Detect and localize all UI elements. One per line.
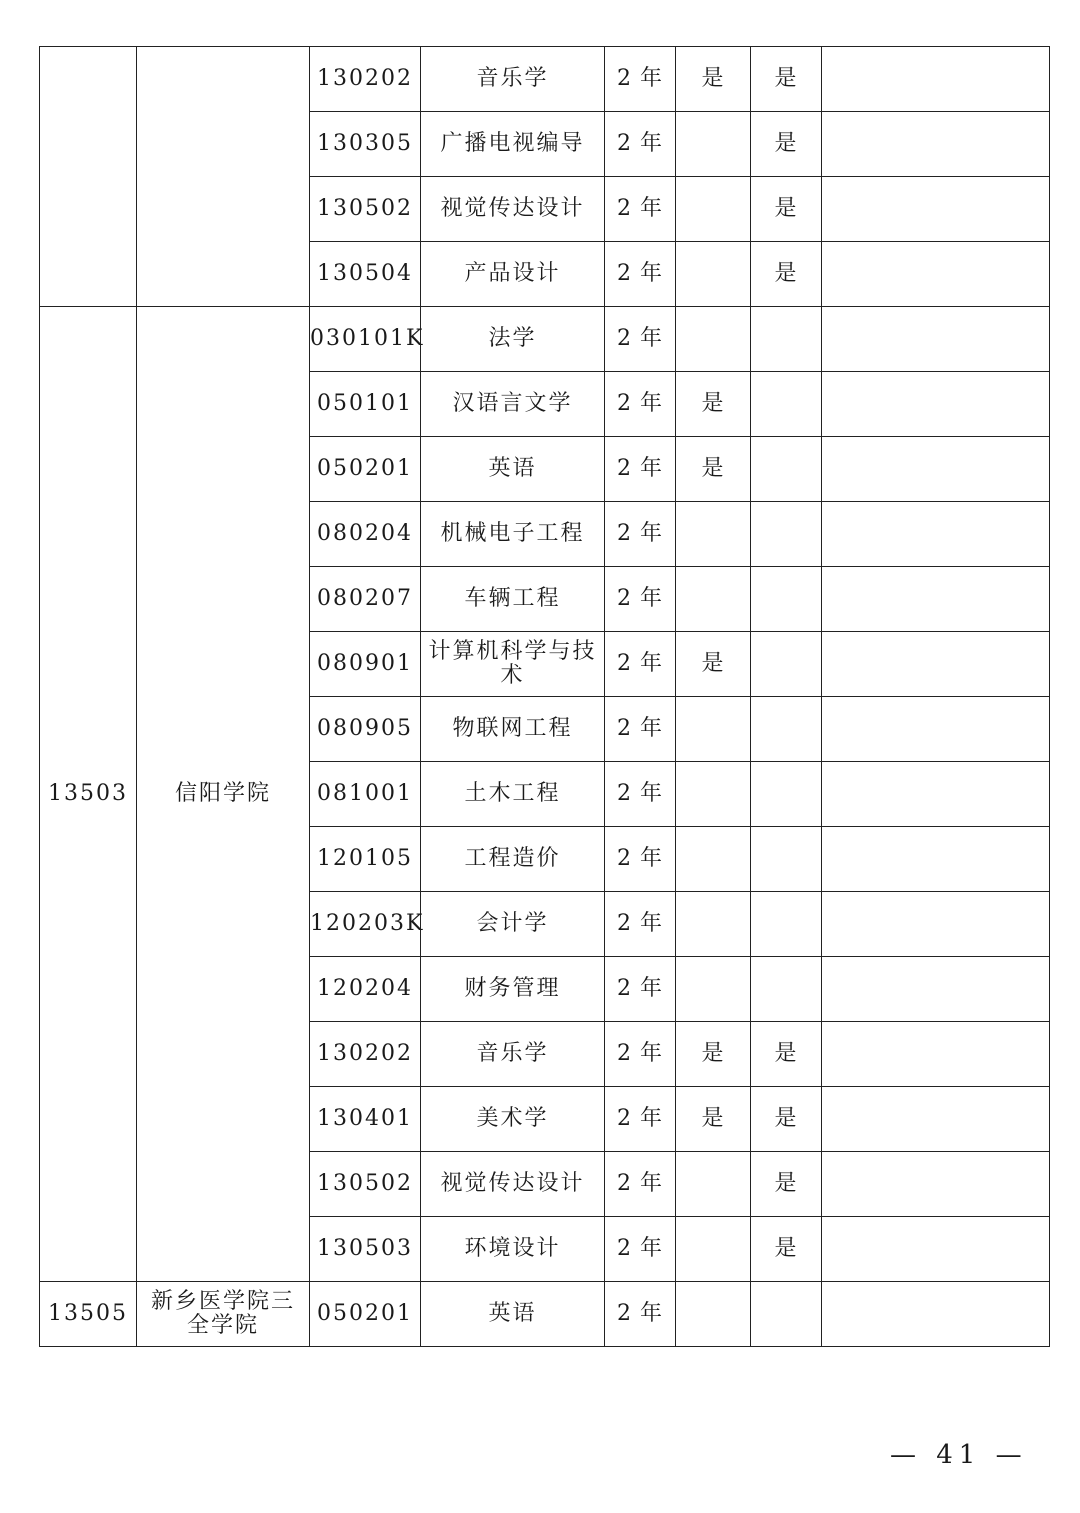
flag-a-cell [676, 567, 751, 632]
flag-b-cell: 是 [751, 1022, 822, 1087]
table-row [40, 47, 1050, 112]
flag-a-cell [676, 827, 751, 892]
flag-a-cell [676, 177, 751, 242]
note-cell [822, 697, 1050, 762]
flag-b-cell [751, 827, 822, 892]
flag-a-cell: 是 [676, 1087, 751, 1152]
duration-cell: 2 年 [605, 242, 676, 307]
flag-b-cell [751, 502, 822, 567]
duration-cell: 2 年 [605, 1022, 676, 1087]
university-name-cell: 新乡医学院三全学院 [137, 1282, 310, 1347]
note-cell [822, 1087, 1050, 1152]
duration-cell: 2 年 [605, 632, 676, 697]
note-cell [822, 112, 1050, 177]
major-name-cell: 音乐学 [421, 47, 605, 112]
page-number: — 41 — [890, 1440, 1028, 1470]
major-code-cell: 120105 [310, 827, 421, 892]
flag-b-cell [751, 567, 822, 632]
university-code-cell: 13503 [40, 307, 137, 1282]
major-code-cell: 030101K [310, 307, 421, 372]
duration-cell: 2 年 [605, 177, 676, 242]
duration-cell: 2 年 [605, 762, 676, 827]
note-cell [822, 47, 1050, 112]
flag-b-cell [751, 632, 822, 697]
major-code-cell: 130202 [310, 1022, 421, 1087]
duration-cell: 2 年 [605, 502, 676, 567]
major-name-cell: 会计学 [421, 892, 605, 957]
table-body [40, 47, 1050, 1347]
flag-a-cell [676, 242, 751, 307]
duration-cell: 2 年 [605, 957, 676, 1022]
duration-cell: 2 年 [605, 1217, 676, 1282]
note-cell [822, 307, 1050, 372]
major-code-cell: 081001 [310, 762, 421, 827]
major-code-cell: 050201 [310, 437, 421, 502]
table-row [40, 307, 1050, 372]
major-name-cell: 工程造价 [421, 827, 605, 892]
flag-b-cell [751, 372, 822, 437]
flag-a-cell [676, 307, 751, 372]
note-cell [822, 892, 1050, 957]
flag-a-cell: 是 [676, 437, 751, 502]
flag-a-cell [676, 1282, 751, 1347]
duration-cell: 2 年 [605, 892, 676, 957]
flag-a-cell [676, 957, 751, 1022]
major-code-cell: 130401 [310, 1087, 421, 1152]
note-cell [822, 1152, 1050, 1217]
major-code-cell: 130504 [310, 242, 421, 307]
major-code-cell: 130502 [310, 177, 421, 242]
flag-a-cell: 是 [676, 47, 751, 112]
flag-a-cell: 是 [676, 372, 751, 437]
flag-a-cell [676, 1152, 751, 1217]
duration-cell: 2 年 [605, 697, 676, 762]
admissions-table [39, 46, 1050, 1347]
duration-cell: 2 年 [605, 1087, 676, 1152]
major-name-cell: 机械电子工程 [421, 502, 605, 567]
note-cell [822, 372, 1050, 437]
flag-b-cell [751, 437, 822, 502]
note-cell [822, 957, 1050, 1022]
university-code-cell: 13505 [40, 1282, 137, 1347]
duration-cell: 2 年 [605, 372, 676, 437]
major-name-cell: 产品设计 [421, 242, 605, 307]
major-name-cell: 法学 [421, 307, 605, 372]
major-code-cell: 130202 [310, 47, 421, 112]
duration-cell: 2 年 [605, 112, 676, 177]
major-name-cell: 美术学 [421, 1087, 605, 1152]
flag-a-cell: 是 [676, 1022, 751, 1087]
major-name-cell: 英语 [421, 437, 605, 502]
flag-a-cell [676, 762, 751, 827]
note-cell [822, 1217, 1050, 1282]
flag-a-cell: 是 [676, 632, 751, 697]
major-code-cell: 080204 [310, 502, 421, 567]
major-name-cell: 广播电视编导 [421, 112, 605, 177]
major-name-cell: 物联网工程 [421, 697, 605, 762]
flag-b-cell [751, 762, 822, 827]
table-row [40, 1282, 1050, 1347]
duration-cell: 2 年 [605, 1152, 676, 1217]
major-name-cell: 汉语言文学 [421, 372, 605, 437]
note-cell [822, 567, 1050, 632]
note-cell [822, 762, 1050, 827]
duration-cell: 2 年 [605, 567, 676, 632]
major-code-cell: 130305 [310, 112, 421, 177]
note-cell [822, 1282, 1050, 1347]
major-name-cell: 计算机科学与技术 [421, 632, 605, 697]
note-cell [822, 437, 1050, 502]
flag-b-cell: 是 [751, 177, 822, 242]
major-name-cell: 车辆工程 [421, 567, 605, 632]
flag-b-cell [751, 892, 822, 957]
flag-a-cell [676, 697, 751, 762]
flag-a-cell [676, 1217, 751, 1282]
note-cell [822, 177, 1050, 242]
note-cell [822, 242, 1050, 307]
major-code-cell: 050201 [310, 1282, 421, 1347]
major-code-cell: 130502 [310, 1152, 421, 1217]
major-code-cell: 080901 [310, 632, 421, 697]
major-name-cell: 环境设计 [421, 1217, 605, 1282]
flag-b-cell: 是 [751, 1087, 822, 1152]
flag-b-cell [751, 307, 822, 372]
major-code-cell: 080207 [310, 567, 421, 632]
major-code-cell: 120203K [310, 892, 421, 957]
flag-b-cell [751, 1282, 822, 1347]
note-cell [822, 827, 1050, 892]
note-cell [822, 1022, 1050, 1087]
duration-cell: 2 年 [605, 827, 676, 892]
major-code-cell: 080905 [310, 697, 421, 762]
major-name-cell: 视觉传达设计 [421, 1152, 605, 1217]
flag-a-cell [676, 892, 751, 957]
major-name-cell: 视觉传达设计 [421, 177, 605, 242]
flag-b-cell: 是 [751, 1152, 822, 1217]
major-name-cell: 财务管理 [421, 957, 605, 1022]
major-name-cell: 英语 [421, 1282, 605, 1347]
major-code-cell: 050101 [310, 372, 421, 437]
note-cell [822, 502, 1050, 567]
major-code-cell: 120204 [310, 957, 421, 1022]
university-code-cell [40, 47, 137, 307]
flag-b-cell [751, 957, 822, 1022]
major-name-cell: 音乐学 [421, 1022, 605, 1087]
major-name-cell: 土木工程 [421, 762, 605, 827]
duration-cell: 2 年 [605, 307, 676, 372]
university-name-cell: 信阳学院 [137, 307, 310, 1282]
major-code-cell: 130503 [310, 1217, 421, 1282]
flag-a-cell [676, 112, 751, 177]
flag-b-cell: 是 [751, 242, 822, 307]
duration-cell: 2 年 [605, 47, 676, 112]
flag-b-cell: 是 [751, 112, 822, 177]
university-name-cell [137, 47, 310, 307]
duration-cell: 2 年 [605, 1282, 676, 1347]
flag-a-cell [676, 502, 751, 567]
note-cell [822, 632, 1050, 697]
flag-b-cell: 是 [751, 47, 822, 112]
flag-b-cell: 是 [751, 1217, 822, 1282]
flag-b-cell [751, 697, 822, 762]
duration-cell: 2 年 [605, 437, 676, 502]
